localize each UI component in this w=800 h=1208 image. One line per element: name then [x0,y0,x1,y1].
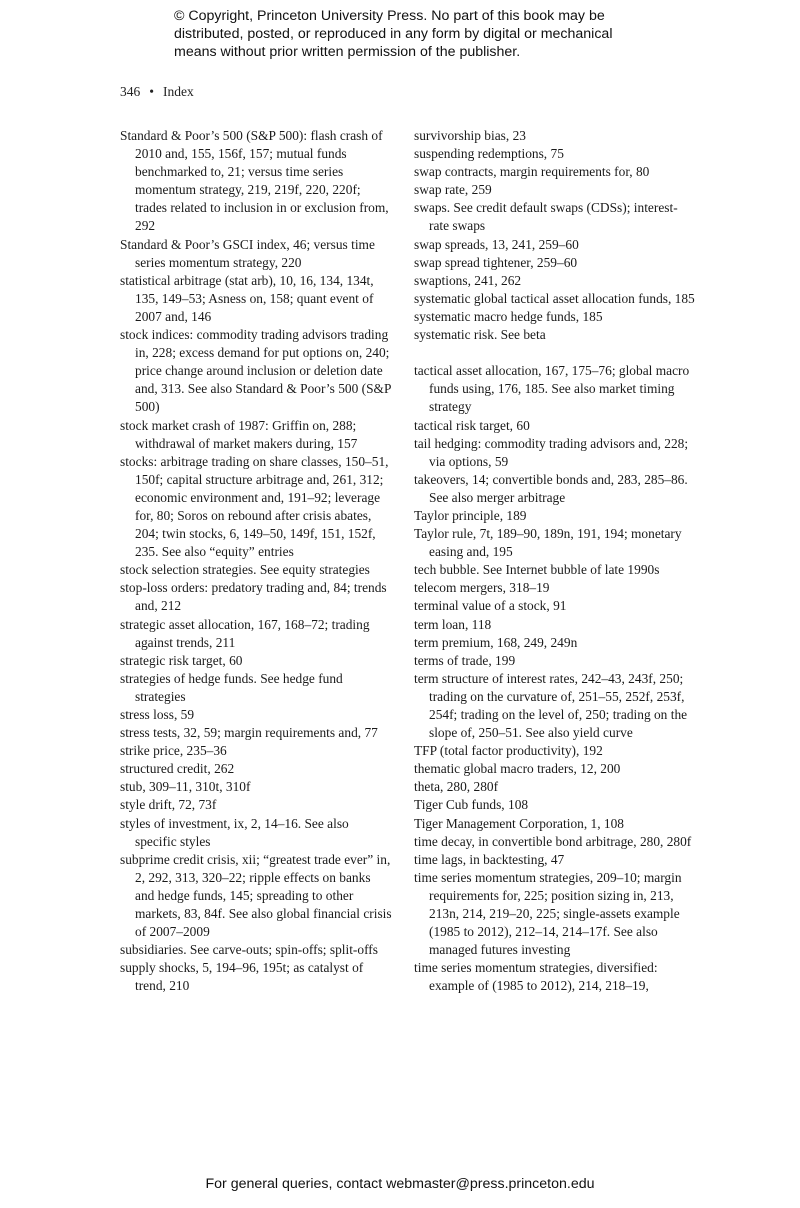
running-head [120,84,194,100]
index-entry: strategic risk target, 60 [120,652,243,668]
index-entry: stock indices: commodity trading advisors trading in, 228; excess demand for put options on, 240; price change around inclusion or deletion date and, 313. See also Standard & Poor’s 500 (S&P 500) [120,327,391,415]
index-entry: swaps. See credit default swaps (CDSs); interest-rate swaps [414,200,678,234]
index-entry: tactical asset allocation, 167, 175–76; global macro funds using, 176, 185. See also market timing strategy [414,363,690,415]
index-entry: survivorship bias, 23 [414,128,526,143]
index-entry: strike price, 235–36 [120,743,227,759]
index-entry: stock selection strategies. See equity strategies [120,562,370,578]
index-entry: terminal value of a stock, 91 [414,598,567,614]
index-entry: Taylor principle, 189 [414,507,527,523]
index-entry: Tiger Management Corporation, 1, 108 [414,815,625,831]
index-entry: strategies of hedge funds. See hedge fund strategies [120,670,343,704]
index-entry: term premium, 168, 249, 249n [414,634,578,650]
index-entry: suspending redemptions, 75 [414,146,564,162]
index-entry: systematic global tactical asset allocation funds, 185 [414,290,695,306]
separator-bullet: • [149,84,154,99]
index-entry: subsidiaries. See carve-outs; spin-offs; split-offs [120,942,378,958]
copyright-notice [174,7,654,61]
index-entry: theta, 280, 280f [414,779,499,795]
index-entry: Tiger Cub funds, 108 [414,797,529,813]
copyright-line: means without prior written permission of the publisher. [174,44,521,60]
index-entry: subprime credit crisis, xii; “greatest trade ever” in, 2, 292, 313, 320–22; ripple effects on banks and hedge funds, 145; spreading to other markets, 83, 84f. See also global financial crisis of 2007–2009 [120,851,392,940]
page-number: 346 [120,84,141,99]
index-column-left [120,127,392,996]
footer-contact: For general queries, contact webmaster@press.princeton.edu [205,1176,595,1192]
index-entry: swap rate, 259 [414,182,492,198]
letter-group-gap [414,344,696,362]
index-entry: term structure of interest rates, 242–43, 243f, 250; trading on the curvature of, 251–55, 252f, 253f, 254f; trading on the level of, 250; trading on the slope of, 250–51. See also yield curve [414,670,688,741]
index-entry: terms of trade, 199 [414,652,516,668]
index-entry: stress tests, 32, 59; margin requirements and, 77 [120,725,378,741]
index-entry: statistical arbitrage (stat arb), 10, 16, 134, 134t, 135, 149–53; Asness on, 158; quant event of 2007 and, 146 [120,272,374,324]
index-entry: thematic global macro traders, 12, 200 [414,761,621,777]
index-entry: style drift, 72, 73f [120,797,217,813]
index-entry: styles of investment, ix, 2, 14–16. See also specific styles [120,815,349,849]
index-entry: time series momentum strategies, 209–10; margin requirements for, 225; position sizing in, 213, 213n, 214, 219–20, 225; single-assets example (1985 to 2012), 212–14, 214–17f. See also managed futures investing [414,869,682,958]
copyright-line: distributed, posted, or reproduced in any form by digital or mechanical [174,26,613,42]
index-entry: swap spread tightener, 259–60 [414,254,578,270]
index-entry: stock market crash of 1987: Griffin on, 288; withdrawal of market makers during, 157 [120,417,358,451]
index-entry: time decay, in convertible bond arbitrage, 280, 280f [414,833,692,849]
index-entry: strategic asset allocation, 167, 168–72; trading against trends, 211 [120,616,370,650]
copyright-line: © Copyright, Princeton University Press. No part of this book may be [174,8,605,24]
index-entry: swap contracts, margin requirements for, 80 [414,164,650,180]
section-title: Index [162,84,194,99]
index-entry: stress loss, 59 [120,707,195,722]
index-entry: systematic macro hedge funds, 185 [414,308,603,324]
index-entry: systematic risk. See beta [414,327,546,343]
index-entry: takeovers, 14; convertible bonds and, 283, 285–86. See also merger arbitrage [414,471,688,505]
index-entry: term loan, 118 [414,616,492,632]
index-entry: swap spreads, 13, 241, 259–60 [414,236,579,252]
index-entry: tactical risk target, 60 [414,417,530,433]
index-entry: supply shocks, 5, 194–96, 195t; as catalyst of trend, 210 [120,960,364,994]
index-entry: TFP (total factor productivity), 192 [414,743,603,759]
index-entry: tail hedging: commodity trading advisors and, 228; via options, 59 [414,435,689,469]
index-entry: Standard & Poor’s GSCI index, 46; versus time series momentum strategy, 220 [120,236,375,270]
index-entry: Standard & Poor’s 500 (S&P 500): flash crash of 2010 and, 155, 156f, 157; mutual funds benchmarked to, 21; versus time series momentum strategy, 219, 219f, 220, 220f; trades related to inclusion in or exclusion from, 292 [120,128,389,234]
index-entry: stub, 309–11, 310t, 310f [120,779,251,795]
index-entry: telecom mergers, 318–19 [414,580,550,596]
index-entry: time series momentum strategies, diversified: example of (1985 to 2012), 214, 218–19, [414,960,658,994]
index-entry: Taylor rule, 7t, 189–90, 189n, 191, 194; monetary easing and, 195 [414,526,682,560]
index-entry: time lags, in backtesting, 47 [414,851,565,867]
index-entry: swaptions, 241, 262 [414,272,522,288]
index-column-right [414,127,696,996]
index-entry: stocks: arbitrage trading on share classes, 150–51, 150f; capital structure arbitrage and, 261, 312; economic environment and, 191–92; leverage for, 80; Soros on rebound after crisis abates, 204; twin stocks, 6, 149–50, 149f, 151, 152f, 235. See also “equity” entries [120,453,389,560]
index-entry: stop-loss orders: predatory trading and, 84; trends and, 212 [120,580,387,614]
index-entry: structured credit, 262 [120,761,235,777]
index-entry: tech bubble. See Internet bubble of late 1990s [414,562,660,578]
